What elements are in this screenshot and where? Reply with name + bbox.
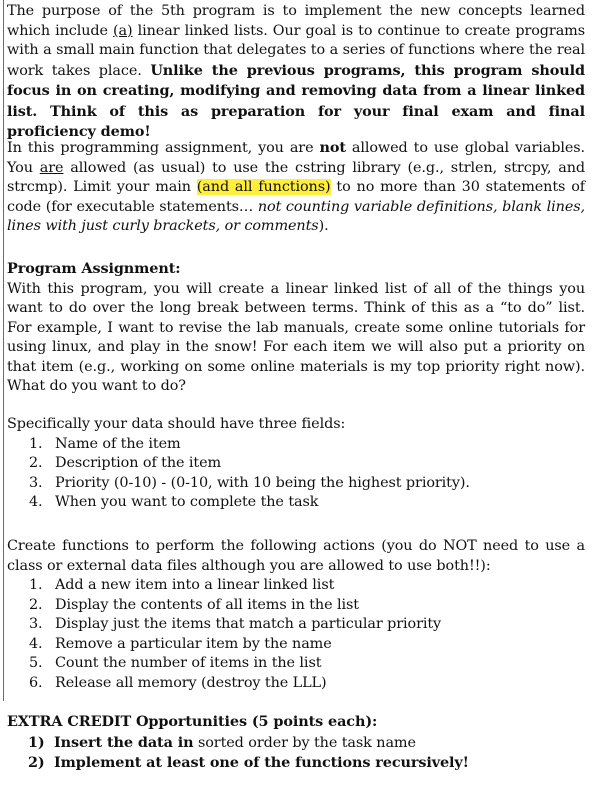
list-text: Release all memory (destroy the LLL) xyxy=(55,674,327,691)
list-item xyxy=(7,576,585,596)
list-number: 2. xyxy=(29,455,43,471)
rules-text-3: allowed (as usual) to use the cstring library (e.g., strlen, strcpy, and strcmp). Limit your main xyxy=(7,159,585,195)
list-item xyxy=(7,635,585,655)
extra-credit-list xyxy=(7,733,585,774)
rules-not: not xyxy=(319,139,346,156)
list-text: Remove a particular item by the name xyxy=(55,635,332,652)
list-item xyxy=(7,493,585,513)
rules-paragraph xyxy=(7,138,585,237)
intro-paragraph xyxy=(7,2,585,143)
fields-intro: Specifically your data should have three fields: xyxy=(7,416,346,432)
list-text: Display just the items that match a particular priority xyxy=(55,616,442,632)
rules-text-1: In this programming assignment, you are xyxy=(7,140,320,156)
rules-text-2: allowed to use global variables. You xyxy=(7,140,586,176)
list-number: 2) xyxy=(28,754,45,771)
fields-list xyxy=(7,435,585,513)
list-text: sorted order by the task name xyxy=(193,734,416,751)
list-number: 3. xyxy=(29,616,43,632)
list-bold-text: Implement at least one of the functions recursively! xyxy=(54,754,469,771)
list-number: 1. xyxy=(29,577,43,593)
list-number: 1. xyxy=(29,435,43,452)
intro-item-a: (a) xyxy=(113,22,133,39)
list-item xyxy=(7,435,585,455)
list-item xyxy=(7,615,585,635)
list-item xyxy=(7,753,585,774)
list-number: 4. xyxy=(29,494,43,510)
extra-credit-section xyxy=(7,712,585,774)
functions-list xyxy=(7,576,585,693)
functions-section xyxy=(7,537,585,693)
program-assignment-heading: Program Assignment: xyxy=(7,260,181,277)
rules-text-5: ). xyxy=(318,218,329,234)
list-text: Display the contents of all items in the list xyxy=(55,596,359,613)
list-bold-text: Insert the data in xyxy=(54,733,194,751)
program-assignment-body: With this program, you will create a linear linked list of all of the things you want to do over the long break between terms. Think of this as a “to do” list. For example, I want to revise the lab manuals, create some online tutorials for using linux, and play in the snow! For each item we will also put a priority on that item (e.g., working on some online materials is my top priority right now). What do you want to do? xyxy=(7,280,585,394)
list-item xyxy=(7,596,585,616)
list-text: Count the number of items in the list xyxy=(55,655,322,671)
rules-are: are xyxy=(39,159,64,176)
list-text: Priority (0-10) - (0-10, with 10 being the highest priority). xyxy=(55,474,470,491)
change-bar xyxy=(3,0,4,701)
list-text: Add a new item into a linear linked list xyxy=(55,577,335,593)
list-text: Name of the item xyxy=(55,435,181,452)
list-number: 3. xyxy=(29,474,43,491)
list-item xyxy=(7,674,585,694)
functions-intro: Create functions to perform the following actions (you do NOT need to use a class or external data files although you are allowed to use both!!): xyxy=(7,538,585,574)
list-number: 4. xyxy=(29,635,43,652)
intro-text-1: The purpose of the 5th program is to implement the new concepts learned which include xyxy=(7,3,585,39)
list-item xyxy=(7,654,585,674)
list-number: 1) xyxy=(28,733,45,751)
rules-highlight: (and all functions) xyxy=(196,179,331,195)
list-number: 2. xyxy=(29,596,43,613)
list-number: 6. xyxy=(29,674,43,691)
program-assignment-section xyxy=(7,259,585,397)
list-text: When you want to complete the task xyxy=(55,494,319,510)
list-item xyxy=(7,454,585,474)
fields-section xyxy=(7,415,585,513)
rules-italic: not counting variable definitions, blank lines, lines with just curly brackets, or comments xyxy=(7,198,586,234)
list-item xyxy=(7,474,585,494)
intro-bold-text: Unlike the previous programs, this program should focus in on creating, modifying and removing data from a linear linked list. Think of this as preparation for your final exam and final proficiency demo! xyxy=(7,61,585,140)
list-number: 5. xyxy=(29,655,43,671)
intro-text-2: linear linked lists. Our goal is to continue to create programs with a small main function that delegates to a series of functions where the real work takes place. xyxy=(7,22,586,79)
list-text: Description of the item xyxy=(55,455,222,471)
list-item xyxy=(7,733,585,754)
rules-text-4: to no more than 30 statements of code (for executable statements… xyxy=(7,179,585,215)
extra-credit-heading: EXTRA CREDIT Opportunities (5 points each): xyxy=(7,713,378,730)
